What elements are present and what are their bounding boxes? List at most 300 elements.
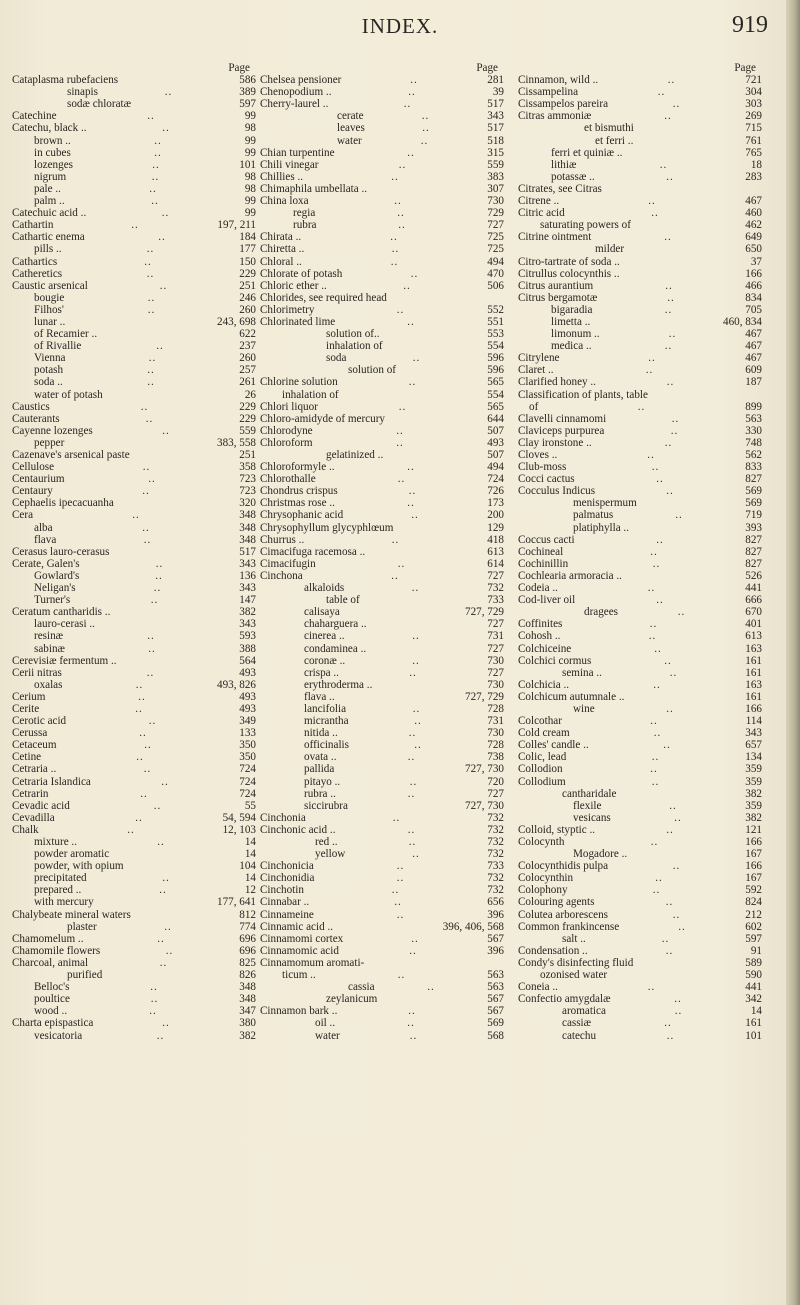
page-reference: 14 [244,836,256,848]
index-term: rubra [293,219,317,232]
index-entry [260,812,506,824]
index-term: Chloral .. [260,255,302,268]
index-term: rubra .. [304,787,336,800]
index-entry [12,763,258,775]
dot-leader: .. [407,315,415,328]
dot-leader: .. [164,920,172,933]
index-entry [518,570,764,582]
index-term: nigrum [34,170,67,183]
index-entry [518,800,764,812]
page-reference: 559 [487,158,504,171]
page-reference: 470 [487,267,504,280]
page-reference: 732 [487,811,504,824]
index-term: ticum .. [282,969,316,982]
index-entry [12,739,258,751]
index-term: siccirubra [304,799,348,812]
index-term: powder aromatic [34,848,110,861]
page-reference: 724 [487,473,504,486]
page-reference: 184 [239,231,256,244]
index-entry [518,594,764,606]
index-entry [260,618,506,630]
index-term: Citras ammoniæ [518,110,592,123]
index-term: Chalk [12,823,39,836]
dot-leader: .. [409,1029,418,1042]
index-term: Catechuic acid .. [12,207,87,220]
page-reference: 197, 211 [217,219,256,232]
dot-leader: .. [666,170,674,183]
index-entry [518,110,764,122]
index-term: vesicatoria [34,1029,83,1042]
dot-leader: .. [659,158,668,171]
page-reference: 727 [487,219,504,232]
page-reference: 237 [239,340,256,353]
index-column-2 [260,62,506,1042]
index-entry [518,824,764,836]
index-entry [12,461,258,473]
index-entry [260,643,506,655]
index-entry [518,691,764,703]
index-term: palmatus [573,509,614,522]
page-reference: 732 [487,836,504,848]
index-term: Coccus cacti [518,533,575,546]
dot-leader: .. [148,473,156,486]
dot-leader: .. [140,400,149,413]
dot-leader: .. [150,981,158,994]
index-term: salt .. [562,932,586,945]
index-term: pallida [304,763,335,776]
dot-leader: .. [147,303,156,316]
page-reference: 656 [487,896,504,909]
dot-leader: .. [397,207,405,220]
index-entry [518,655,764,667]
index-entry [518,896,764,908]
page-reference: 98 [244,170,256,183]
index-term: precipitated [34,872,87,885]
index-entry [260,860,506,872]
index-entry [12,243,258,255]
page-reference: 732 [487,823,504,836]
index-entry [12,231,258,243]
page-reference: 359 [745,799,762,812]
index-entry [518,304,764,316]
index-entry [260,655,506,667]
index-term: Cephaelis ipecacuanha [12,497,114,510]
index-entry [518,376,764,388]
dot-leader: .. [152,158,160,171]
page-reference: 246 [239,291,256,304]
page-reference: 37 [750,255,762,268]
page-reference: 121 [745,823,762,836]
index-term: Citrus bergamotæ [518,291,598,304]
dot-leader: .. [159,279,168,292]
dot-leader: .. [412,352,421,365]
index-term: Cissampelos pareira [518,98,609,111]
index-entry [12,618,258,630]
index-entry [12,594,258,606]
index-term: cinerea .. [304,630,345,643]
index-term: water [337,134,362,147]
index-entry [518,739,764,751]
index-entry [12,389,258,401]
page-reference: 725 [487,231,504,244]
index-term: Collodium [518,775,566,788]
index-term: cassia [348,981,375,994]
index-entry [260,800,506,812]
page-reference: 129 [487,521,504,534]
dot-leader: .. [142,485,150,498]
page-reference: 569 [487,1017,504,1030]
index-entry [518,280,764,292]
dot-leader: .. [408,376,417,389]
index-entry [260,171,506,183]
page-reference: 283 [745,170,762,183]
index-term: et bismuthi [584,122,634,135]
page-reference: 609 [745,364,762,377]
index-entry [12,546,258,558]
index-term: Colutea arborescens [518,908,609,921]
index-term: Cod-liver oil [518,594,576,607]
page-reference: 493 [239,666,256,679]
index-entry [12,485,258,497]
index-term: Colchici cormus [518,654,592,667]
index-term: sabinæ [34,642,65,655]
dot-leader: .. [674,993,682,1006]
page-reference: 552 [487,303,504,316]
index-term: Colic, lead [518,751,567,764]
index-entry [260,558,506,570]
dot-leader: .. [652,557,661,570]
page-reference: 724 [239,763,256,776]
index-term: vesicans [573,811,611,824]
dot-leader: .. [135,811,143,824]
dot-leader: .. [650,763,658,776]
page-reference: 727 [487,618,504,631]
page-reference: 724 [239,775,256,788]
dot-leader: .. [136,751,144,764]
index-entry [12,497,258,509]
index-term: Cissampelina [518,86,579,99]
index-term: platiphylla .. [573,521,630,534]
index-entry [12,171,258,183]
page-reference: 507 [487,424,504,437]
index-entry [12,86,258,98]
dot-leader: .. [143,763,152,776]
index-entry [518,509,764,521]
index-term: potassæ .. [551,170,595,183]
page-reference: 98 [244,122,256,135]
dot-leader: .. [657,86,666,99]
dot-leader: .. [666,1029,675,1042]
index-entry [12,122,258,134]
index-term: sodæ chloratæ [67,98,132,111]
index-entry [260,848,506,860]
index-entry [260,872,506,884]
page-reference: 307 [487,182,504,195]
dot-leader: .. [649,618,658,631]
index-entry [12,860,258,872]
dot-leader: .. [146,666,155,679]
page-reference: 725 [487,243,504,256]
page-reference: 257 [239,364,256,377]
index-term: Chenopodium .. [260,86,332,99]
index-term: Chondrus crispus [260,485,338,498]
index-entry [12,776,258,788]
index-entry [12,110,258,122]
dot-leader: .. [421,110,430,123]
dot-leader: .. [408,485,417,498]
page-reference: 727 [487,642,504,655]
page-reference: 586 [239,74,256,87]
dot-leader: .. [153,582,162,595]
page-reference: 136 [239,569,256,582]
index-entry [12,352,258,364]
page-reference: 39 [492,86,504,99]
index-term: Cerevisiæ fermentum .. [12,654,117,667]
index-term: Citric acid [518,207,565,220]
index-entry [518,171,764,183]
page-reference: 761 [745,134,762,147]
index-term: Citrine ointment [518,231,592,244]
index-term: inhalation of [282,388,339,401]
dot-leader: .. [652,884,661,897]
index-entry [12,183,258,195]
index-entry [518,292,764,304]
index-term: wood .. [34,1005,68,1018]
index-entry [518,534,764,546]
index-entry [518,582,764,594]
index-entry [12,909,258,921]
index-term: Cerate, Galen's [12,557,80,570]
index-term: Cinnamomum aromati- [260,956,365,969]
dot-leader: .. [150,594,159,607]
dot-leader: .. [666,376,675,389]
page-reference: 765 [745,146,762,159]
page-reference: 732 [487,872,504,885]
index-term: Cerite [12,702,40,715]
index-entry [518,389,764,401]
page-reference: 666 [745,594,762,607]
index-entry [518,86,764,98]
dot-leader: .. [153,799,162,812]
page-reference: 281 [487,74,504,87]
page-reference: 715 [745,122,762,135]
index-term: of [529,400,539,413]
index-term: Claret .. [518,364,554,377]
index-term: lozenges [34,158,73,171]
index-entry [260,147,506,159]
page-reference: 348 [239,533,256,546]
index-term: Cevadilla [12,811,55,824]
index-term: Cetine [12,751,42,764]
page-reference: 696 [239,944,256,957]
index-term: Chloric ether .. [260,279,327,292]
page-reference: 517 [487,122,504,135]
dot-leader: .. [407,497,415,510]
index-term: palm .. [34,195,65,208]
index-entry [260,1017,506,1029]
dot-leader: .. [149,182,157,195]
index-entry [12,256,258,268]
dot-leader: .. [412,702,421,715]
index-term: Clay ironstone .. [518,436,592,449]
dot-leader: .. [151,195,159,208]
index-entry [12,268,258,280]
index-entry [12,522,258,534]
page-reference: 554 [487,340,504,353]
dot-leader: .. [162,872,170,885]
dot-leader: .. [391,170,399,183]
index-entry [518,788,764,800]
page-reference: 260 [239,303,256,316]
dot-leader: .. [667,74,676,87]
page-reference: 467 [745,195,762,208]
dot-leader: .. [407,146,415,159]
page-reference: 467 [745,352,762,365]
index-entry [518,449,764,461]
page-reference: 12 [244,884,256,897]
index-entry [12,800,258,812]
dot-leader: .. [647,582,656,595]
dot-leader: .. [396,860,405,873]
page-reference: 596 [487,352,504,365]
page-reference: 18 [750,158,762,171]
dot-leader: .. [132,509,140,522]
index-term: solution of.. [326,328,380,341]
page-reference: 163 [745,678,762,691]
dot-leader: .. [412,848,420,861]
page-reference: 343 [239,557,256,570]
dot-leader: .. [396,436,404,449]
index-entry [260,509,506,521]
dot-leader: .. [156,340,164,353]
index-entry [518,461,764,473]
dot-leader: .. [396,303,405,316]
dot-leader: .. [427,981,435,994]
page-reference: 343 [239,618,256,631]
page-reference: 507 [487,449,504,461]
dot-leader: .. [161,207,170,220]
index-term: water [315,1029,340,1042]
index-entry [518,135,764,147]
index-term: Cera [12,509,34,522]
index-term: bougie [34,291,65,304]
index-entry [12,413,258,425]
index-term: medica .. [551,340,592,353]
dot-leader: .. [165,944,174,957]
index-entry [260,703,506,715]
dot-leader: .. [645,364,654,377]
index-entry [260,945,506,957]
index-entry [260,727,506,739]
index-term: Confectio amygdalæ [518,993,611,1006]
page-column-label: Page [476,62,498,74]
index-term: Colles' candle .. [518,739,589,752]
index-entry [12,364,258,376]
index-entry [518,776,764,788]
dot-leader: .. [670,424,679,437]
dot-leader: .. [666,823,674,836]
dot-leader: .. [651,461,660,474]
dot-leader: .. [668,328,677,341]
dot-leader: .. [162,122,170,135]
page-reference: 719 [745,509,762,522]
dot-leader: .. [135,678,144,691]
index-term: Cerussa [12,727,48,740]
index-term: soda [326,352,347,365]
index-term: Cathartic enema [12,231,85,244]
page-reference: 567 [487,1005,504,1018]
dot-leader: .. [411,582,420,595]
index-term: sinapis [67,86,98,99]
index-term: poultice [34,993,70,1006]
page-reference: 721 [745,74,762,87]
page-reference: 590 [745,969,762,982]
index-entry [260,256,506,268]
index-term: Citrullus colocynthis .. [518,267,620,280]
index-term: wine [573,702,595,715]
index-term: catechu [562,1029,597,1042]
page-reference: 166 [745,702,762,715]
dot-leader: .. [656,533,664,546]
page-reference: 727 [487,666,504,679]
index-entry [518,1030,764,1042]
page-reference: 382 [239,606,256,619]
page-reference: 670 [745,606,762,619]
index-term: ferri et quiniæ .. [551,146,623,159]
index-entry [12,957,258,969]
index-entry [260,316,506,328]
page-reference: 347 [239,1005,256,1018]
page-reference: 730 [487,727,504,740]
page-reference: 729 [487,207,504,220]
page-reference: 166 [745,267,762,280]
dot-leader: .. [414,739,422,752]
page-reference: 382 [745,811,762,824]
page-reference: 200 [487,509,504,522]
index-term: Cinnamon bark .. [260,1005,338,1018]
index-term: Cetrarin [12,787,49,800]
index-term: Common frankincense [518,920,620,933]
index-entry [518,981,764,993]
dot-leader: .. [157,932,165,945]
page-reference: 161 [745,1017,762,1030]
page-reference: 494 [487,461,504,474]
index-term: Coffinites [518,618,563,631]
page-reference: 167 [745,872,762,885]
index-entry [260,207,506,219]
index-entry [12,570,258,582]
index-entry [12,969,258,981]
page-reference: 730 [487,654,504,667]
index-term: Colchicum autumnale .. [518,690,625,703]
page-reference: 565 [487,400,504,413]
dot-leader: .. [398,400,407,413]
index-entry [260,1030,506,1042]
index-entry [518,328,764,340]
dot-leader: .. [147,364,155,377]
page-reference: 657 [745,739,762,752]
index-entry [260,1005,506,1017]
dot-leader: .. [420,134,429,147]
index-entry [12,679,258,691]
page-reference: 99 [244,146,256,159]
dot-leader: .. [653,678,661,691]
page-reference: 825 [239,956,256,969]
dot-leader: .. [665,896,674,909]
index-entry [260,389,506,401]
dot-leader: .. [409,944,417,957]
index-entry [260,280,506,292]
